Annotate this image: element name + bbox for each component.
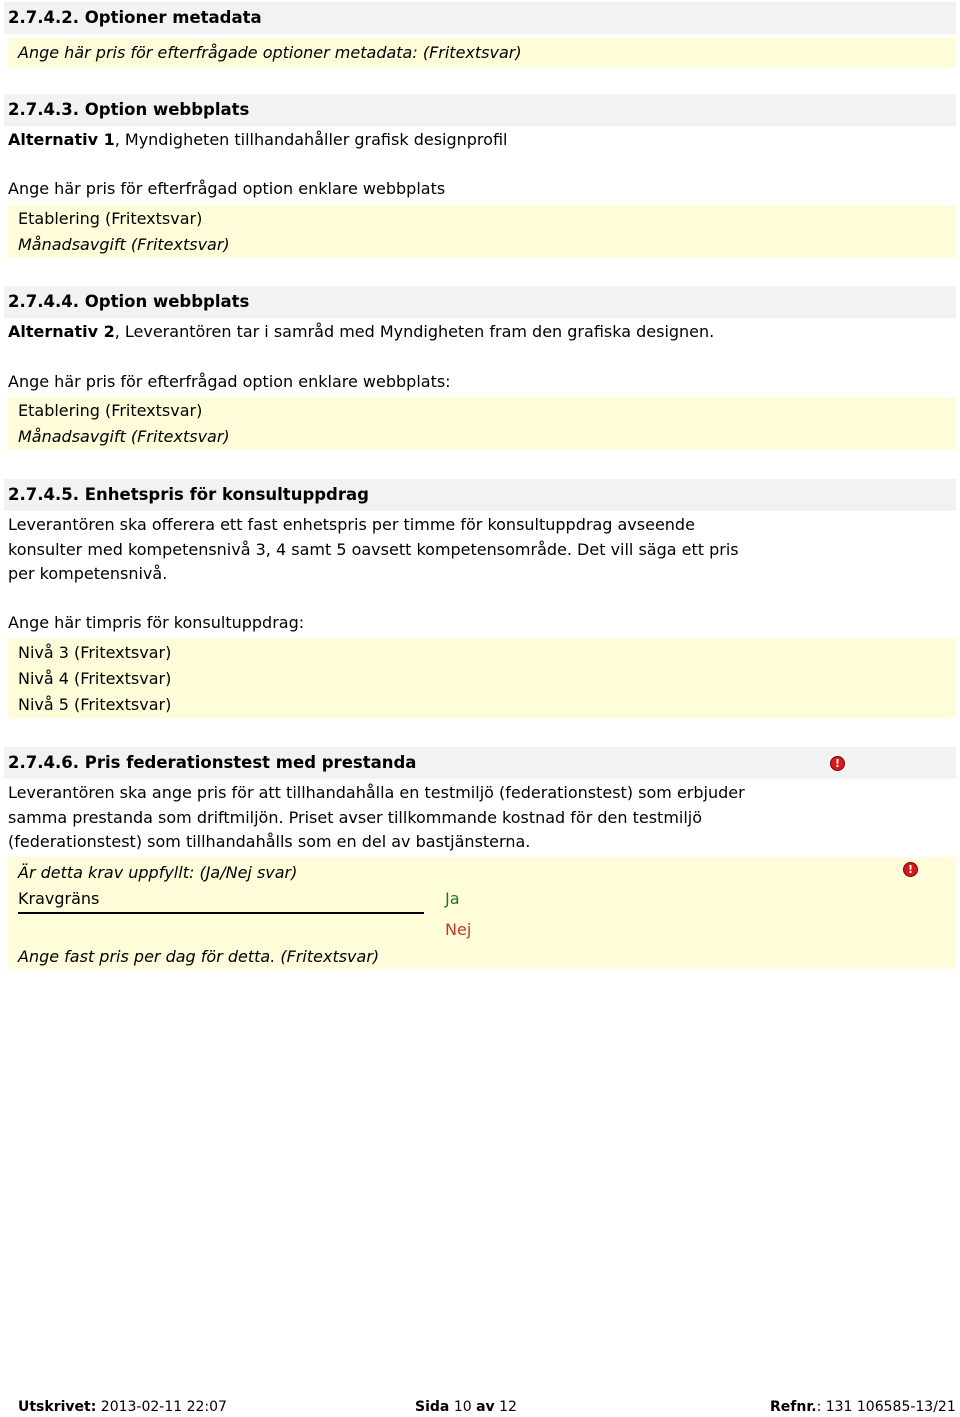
answer-box-webbplats-2[interactable] <box>8 397 956 450</box>
alternative-2-label: Alternativ 2 <box>8 322 115 341</box>
answer-box-metadata[interactable] <box>8 38 956 68</box>
prompt-webbplats-1: Ange här pris för efterfrågad option enklare webbplats <box>8 179 446 198</box>
answer-manadsavgift-1: Månadsavgift (Fritextsvar) <box>18 235 230 254</box>
answer-niva-4: Nivå 4 (Fritextsvar) <box>18 669 172 688</box>
footer-printed-label: Utskrivet: <box>18 1399 97 1415</box>
prompt-webbplats-2: Ange här pris för efterfrågad option enklare webbplats: <box>8 372 451 391</box>
answer-box-federationstest[interactable] <box>8 857 956 969</box>
option-nej[interactable]: Nej <box>445 920 472 939</box>
alternative-1-text: , Myndigheten tillhandahåller grafisk designprofil <box>114 130 508 149</box>
answer-niva-5: Nivå 5 (Fritextsvar) <box>18 695 172 714</box>
warning-icon: ! <box>830 756 845 771</box>
answer-etablering-2: Etablering (Fritextsvar) <box>18 401 203 420</box>
paragraph-line: Leverantören ska ange pris för att tillhandahålla en testmiljö (federationstest) som erbjuder <box>8 783 745 802</box>
prompt-timpris: Ange här timpris för konsultuppdrag: <box>8 613 305 632</box>
answer-manadsavgift-2: Månadsavgift (Fritextsvar) <box>18 427 230 446</box>
paragraph-line: per kompetensnivå. <box>8 564 168 583</box>
answer-metadata: Ange här pris för efterfrågade optioner metadata: (Fritextsvar) <box>18 43 522 62</box>
section-heading-2743: 2.7.4.3. Option webbplats <box>4 94 956 126</box>
footer-ref-value: : 131 106585-13/21 <box>816 1399 956 1415</box>
footer-page-of: av <box>476 1399 495 1415</box>
alternative-1-line <box>8 130 507 149</box>
paragraph-line: Leverantören ska offerera ett fast enhetspris per timme för konsultuppdrag avseende <box>8 515 695 534</box>
answer-box-webbplats-1[interactable] <box>8 205 956 258</box>
footer-printed-value: 2013-02-11 22:07 <box>100 1399 227 1415</box>
footer-page-num: 10 <box>453 1399 472 1415</box>
paragraph-line: (federationstest) som tillhandahålls som en del av bastjänsterna. <box>8 832 531 851</box>
alternative-2-text: , Leverantören tar i samråd med Myndigheten fram den grafiska designen. <box>114 322 715 341</box>
paragraph-line: samma prestanda som driftmiljön. Priset avser tillkommande kostnad för den testmiljö <box>8 808 703 827</box>
footer-printed <box>18 1399 227 1415</box>
section-heading-2745: 2.7.4.5. Enhetspris för konsultuppdrag <box>4 479 956 511</box>
section-heading-2746: 2.7.4.6. Pris federationstest med prestanda <box>4 747 956 779</box>
option-ja[interactable]: Ja <box>445 889 460 908</box>
footer-page <box>415 1399 517 1415</box>
kravgrans-label: Kravgräns <box>18 889 100 908</box>
footer-page-total: 12 <box>499 1399 517 1415</box>
section-heading-2742: 2.7.4.2. Optioner metadata <box>4 2 956 34</box>
answer-box-timpris[interactable] <box>8 638 956 718</box>
paragraph-line: konsulter med kompetensnivå 3, 4 samt 5 oavsett kompetensområde. Det vill säga ett pris <box>8 540 739 559</box>
footer-ref <box>770 1399 956 1415</box>
footer-ref-label: Refnr. <box>770 1399 817 1415</box>
question-krav-uppfyllt: Är detta krav uppfyllt: (Ja/Nej svar) <box>18 863 298 882</box>
footer-page-label: Sida <box>415 1399 450 1415</box>
alternative-1-label: Alternativ 1 <box>8 130 115 149</box>
section-heading-2744: 2.7.4.4. Option webbplats <box>4 286 956 318</box>
warning-icon: ! <box>903 862 918 877</box>
kravgrans-line <box>18 912 424 914</box>
answer-fast-pris: Ange fast pris per dag för detta. (Fritextsvar) <box>18 947 380 966</box>
alternative-2-line <box>8 322 714 341</box>
answer-etablering-1: Etablering (Fritextsvar) <box>18 209 203 228</box>
answer-niva-3: Nivå 3 (Fritextsvar) <box>18 643 172 662</box>
